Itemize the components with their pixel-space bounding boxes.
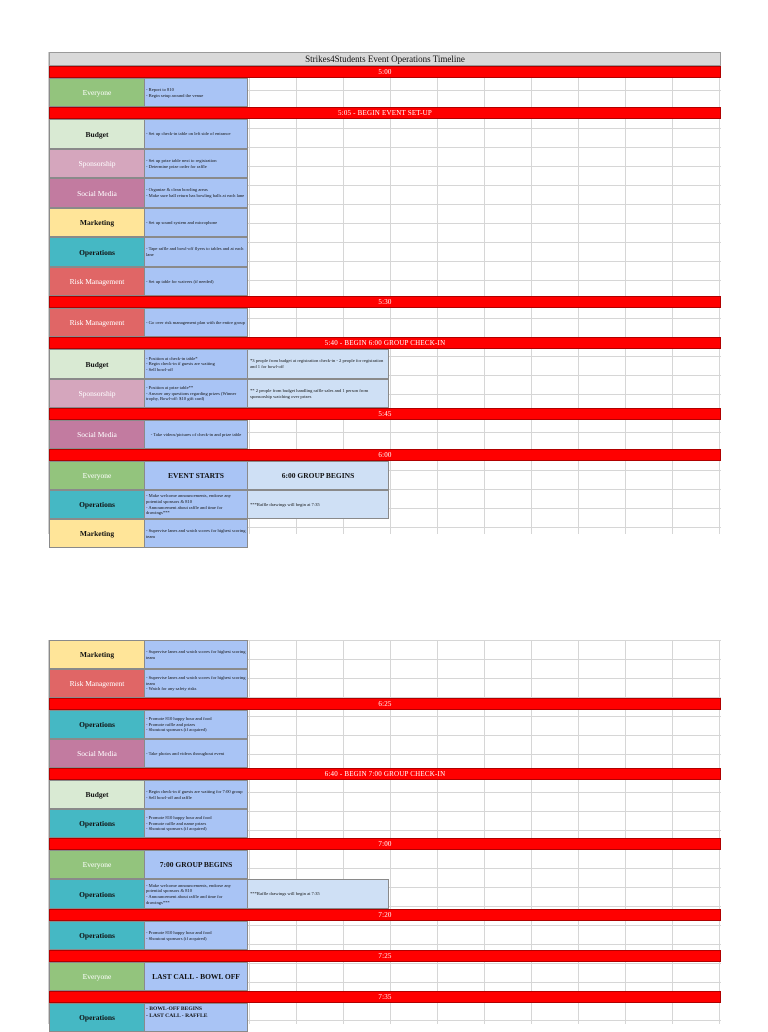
task-row-operations (49, 490, 721, 519)
task-cell: - Take photos and videos throughout event (145, 739, 248, 768)
task-row-social-media (49, 420, 721, 449)
task-row-operations (49, 879, 721, 909)
task-row-sponsorship (49, 379, 721, 408)
time-header-row: 6:00 (49, 449, 721, 461)
team-cell: Marketing (49, 640, 145, 669)
note-cell: 6:00 GROUP BEGINS (248, 461, 389, 490)
task-row-budget (49, 349, 721, 379)
task-cell: - Go over risk management plan with the entire group (145, 308, 248, 337)
task-cell: EVENT STARTS (145, 461, 248, 490)
task-row-everyone (49, 850, 721, 879)
note-cell: ***Raffle drawings will begin at 7:35 (248, 879, 389, 909)
team-cell: Sponsorship (49, 149, 145, 178)
task-row-social-media (49, 739, 721, 768)
task-cell: - Make welcome announcements, endorse any potential sponsors & 810 - Announcement about raffle and time for drawings*** (145, 879, 248, 909)
task-cell: - Make welcome announcements, endorse any potential sponsors & 810 - Announcement about raffle and time for drawings*** (145, 490, 248, 519)
task-row-social-media (49, 178, 721, 208)
time-header-row: 5:00 (49, 66, 721, 78)
time-header-row: 7:25 (49, 950, 721, 962)
task-cell: - Supervise lanes and watch scores for highest scoring team (145, 640, 248, 669)
task-cell: - Begin check-in if guests are waiting for 7:00 group - Sell bowl-off and raffle (145, 780, 248, 809)
task-row-operations (49, 710, 721, 739)
team-cell: Social Media (49, 739, 145, 768)
team-cell: Risk Management (49, 308, 145, 337)
team-cell: Operations (49, 710, 145, 739)
team-cell: Operations (49, 809, 145, 838)
team-cell: Operations (49, 237, 145, 267)
task-cell: - Set up sound system and microphone (145, 208, 248, 237)
team-cell: Budget (49, 349, 145, 379)
note-cell: ** 2 people from budget handling raffle sales and 1 person from sponsorship watching over prizes (248, 379, 389, 408)
task-row-marketing (49, 519, 721, 548)
task-row-budget (49, 780, 721, 809)
task-row-operations (49, 1003, 721, 1032)
task-cell: - Set up table for waivers (if needed) (145, 267, 248, 296)
task-cell: - Report to 810 - Begin setup around the venue (145, 78, 248, 107)
task-row-operations (49, 809, 721, 838)
task-row-risk-management (49, 308, 721, 337)
team-cell: Social Media (49, 178, 145, 208)
task-row-marketing (49, 208, 721, 237)
spreadsheet-page-1 (48, 52, 721, 539)
task-cell: - Promote 810 happy hour and food - Shoutout sponsors (if acquired) (145, 921, 248, 950)
task-row-marketing (49, 640, 721, 669)
time-header-row: 6:25 (49, 698, 721, 710)
team-cell: Sponsorship (49, 379, 145, 408)
task-cell: - Organize & clean bowling areas - Make sure ball return has bowling balls at each lane (145, 178, 248, 208)
team-cell: Operations (49, 879, 145, 909)
task-cell: - BOWL-OFF BEGINS - LAST CALL - RAFFLE (145, 1003, 248, 1032)
task-row-risk-management (49, 669, 721, 698)
task-row-everyone (49, 461, 721, 490)
team-cell: Marketing (49, 519, 145, 548)
team-cell: Risk Management (49, 267, 145, 296)
time-header-row: 5:40 - BEGIN 6:00 GROUP CHECK-IN (49, 337, 721, 349)
task-row-everyone (49, 962, 721, 991)
task-cell: 7:00 GROUP BEGINS (145, 850, 248, 879)
sheet-title: Strikes4Students Event Operations Timeline (49, 52, 721, 66)
spreadsheet-page-2 (48, 640, 721, 1024)
task-cell: - Supervise lanes and watch scores for highest scoring team - Watch for any safety risks (145, 669, 248, 698)
task-cell: LAST CALL - BOWL OFF (145, 962, 248, 991)
team-cell: Social Media (49, 420, 145, 449)
time-header-row: 5:30 (49, 296, 721, 308)
team-cell: Operations (49, 1003, 145, 1032)
task-cell: - Set up check-in table on left side of entrance (145, 119, 248, 149)
team-cell: Operations (49, 921, 145, 950)
task-row-everyone (49, 78, 721, 107)
task-row-operations (49, 921, 721, 950)
task-cell: - Position at prize table** - Answer any questions regarding prizes (Winner trophy, Bowl-off: $10 gift card) (145, 379, 248, 408)
task-row-operations (49, 237, 721, 267)
team-cell: Everyone (49, 962, 145, 991)
time-header-row: 7:00 (49, 838, 721, 850)
task-cell: - Tape raffle and bowl-off flyers to tables and at each lane (145, 237, 248, 267)
note-cell: *3 people from budget at registration check-in - 2 people for registration and 1 for bowl-off (248, 349, 389, 379)
task-cell: - Set up prize table next to registration - Determine prize order for raffle (145, 149, 248, 178)
team-cell: Risk Management (49, 669, 145, 698)
team-cell: Everyone (49, 461, 145, 490)
task-row-sponsorship (49, 149, 721, 178)
task-cell: - Supervise lanes and watch scores for highest scoring team (145, 519, 248, 548)
note-cell: ***Raffle drawings will begin at 7:35 (248, 490, 389, 519)
team-cell: Operations (49, 490, 145, 519)
time-header-row: 7:35 (49, 991, 721, 1003)
team-cell: Budget (49, 780, 145, 809)
time-header-row: 5:05 - BEGIN EVENT SET-UP (49, 107, 721, 119)
time-header-row: 7:20 (49, 909, 721, 921)
team-cell: Everyone (49, 78, 145, 107)
time-header-row: 5:45 (49, 408, 721, 420)
team-cell: Budget (49, 119, 145, 149)
team-cell: Marketing (49, 208, 145, 237)
team-cell: Everyone (49, 850, 145, 879)
task-row-risk-management (49, 267, 721, 296)
task-cell: - Position at check-in table* - Begin check-in if guests are waiting - Sell bowl-off (145, 349, 248, 379)
task-row-budget (49, 119, 721, 149)
task-cell: - Take videos/pictures of check-in and prize table (145, 420, 248, 449)
task-cell: - Promote 810 happy hour and food - Promote raffle and prizes - Shoutout sponsors (if acquired) (145, 710, 248, 739)
task-cell: - Promote 810 happy hour and food - Promote raffle and name prizes - Shoutout sponsors (if acquired) (145, 809, 248, 838)
time-header-row: 6:40 - BEGIN 7:00 GROUP CHECK-IN (49, 768, 721, 780)
